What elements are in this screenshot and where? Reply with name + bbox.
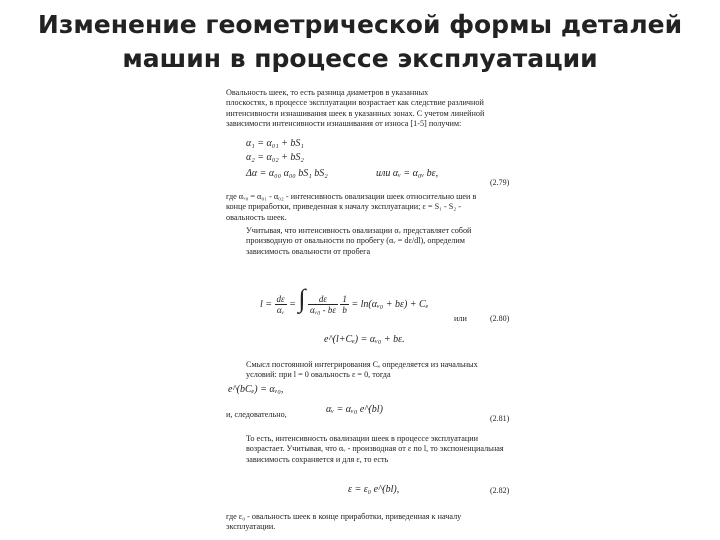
paragraph-that-is [226, 434, 524, 465]
equation-part: l = [260, 299, 273, 310]
text-line: Овальность шеек, то есть разница диаметров в указанных [226, 88, 429, 97]
paragraph-ovality [226, 88, 524, 129]
fraction [340, 294, 349, 315]
text-line: условий: при l = 0 овальность ε = 0, тогда [246, 370, 391, 380]
fraction [308, 294, 338, 315]
text-line: Учитывая, что интенсивность овализации αᵥ представляет собой [246, 226, 472, 235]
paragraph-integration-constant [226, 360, 524, 381]
text-line: То есть, интенсивность овализации шеек в процессе эксплуатации [246, 434, 478, 443]
text-line: где ε₀ - овальность шеек в конце приработки, приведенная к началу [226, 512, 462, 521]
text-line: зависимость сохраняется и для ε, то есть [246, 454, 389, 464]
slide-title [0, 8, 720, 76]
equation-integral [260, 286, 428, 315]
paragraph-where-2 [226, 512, 524, 533]
equation-number: (2.80) [490, 314, 510, 323]
text-therefore: и, следовательно, [226, 410, 287, 419]
text-line: где αᵥ₀ = α₀₁ - α₀₂ - интенсивность овализации шеек относительно шеи в [226, 192, 477, 201]
equation-alpha-exp: αᵥ = αᵥ₀ e^(bl) [326, 404, 383, 415]
text-line: эксплуатации. [226, 522, 276, 532]
integral-sign: ∫ [298, 284, 306, 313]
scanned-page [226, 88, 528, 540]
fraction [275, 294, 287, 315]
equation-number: (2.79) [490, 178, 510, 187]
numerator: dε [308, 294, 338, 305]
text-line: овальность шеек. [226, 212, 287, 222]
title-line-1: Изменение геометрической формы деталей [37, 10, 683, 39]
equation-alpha1: α₁ = α₀₁ + bS₁ [246, 138, 304, 149]
equation-number: (2.82) [490, 486, 510, 495]
numerator: dε [276, 294, 285, 305]
equation-alpha-v: или αᵥ = α₀ᵥ bε, [376, 168, 439, 179]
numerator: 1 [342, 294, 347, 305]
denominator: b [342, 305, 347, 316]
equation-part: = ln(αᵥ₀ + bε) + Cₑ [351, 299, 429, 310]
paragraph-where-1 [226, 192, 524, 223]
text-line: Смысл постоянной интегрирования Cₑ определяется из начальных [246, 360, 478, 369]
equation-alpha2: α₂ = α₀₂ + bS₂ [246, 152, 304, 163]
text-line: производную от овальности по пробегу (αᵥ = dε/dl), определим [246, 236, 465, 246]
text-line: зависимость овальности от пробега [246, 246, 371, 256]
text-line: зависимости интенсивности изнашивания от износа [1-5] получим: [226, 118, 462, 128]
denominator: αᵥ [276, 305, 285, 316]
equation-initial-condition: e^(bCₑ) = αᵥ₀, [228, 384, 284, 395]
paragraph-considering [226, 226, 524, 257]
title-line-2: машин в процессе эксплуатации [122, 44, 598, 73]
equation-or-label: или [454, 314, 467, 323]
equation-epsilon: ε = ε₀ e^(bl), [348, 484, 400, 495]
text-line: конце приработки, приведенная к началу эксплуатации; ε = S₁ - S₂ - [226, 202, 461, 212]
text-line: интенсивности изнашивания шеек в указанных зонах. С учетом линейной [226, 108, 485, 118]
denominator: αᵥ₀ - bε [309, 305, 336, 316]
equation-part: = [289, 299, 296, 310]
equation-exponent: e^(l+Cₑ) = αᵥ₀ + bε. [324, 334, 405, 345]
equation-number: (2.81) [490, 414, 510, 423]
text-line: возрастает. Учитывая, что αᵥ - производная от ε по l, то экспоненциальная [246, 444, 504, 454]
text-line: плоскостях, в процессе эксплуатации возрастает как следствие различной [226, 98, 484, 108]
equation-delta-alpha: Δα = α₀₀ α₀₀ bS₁ bS₂ [246, 168, 328, 179]
